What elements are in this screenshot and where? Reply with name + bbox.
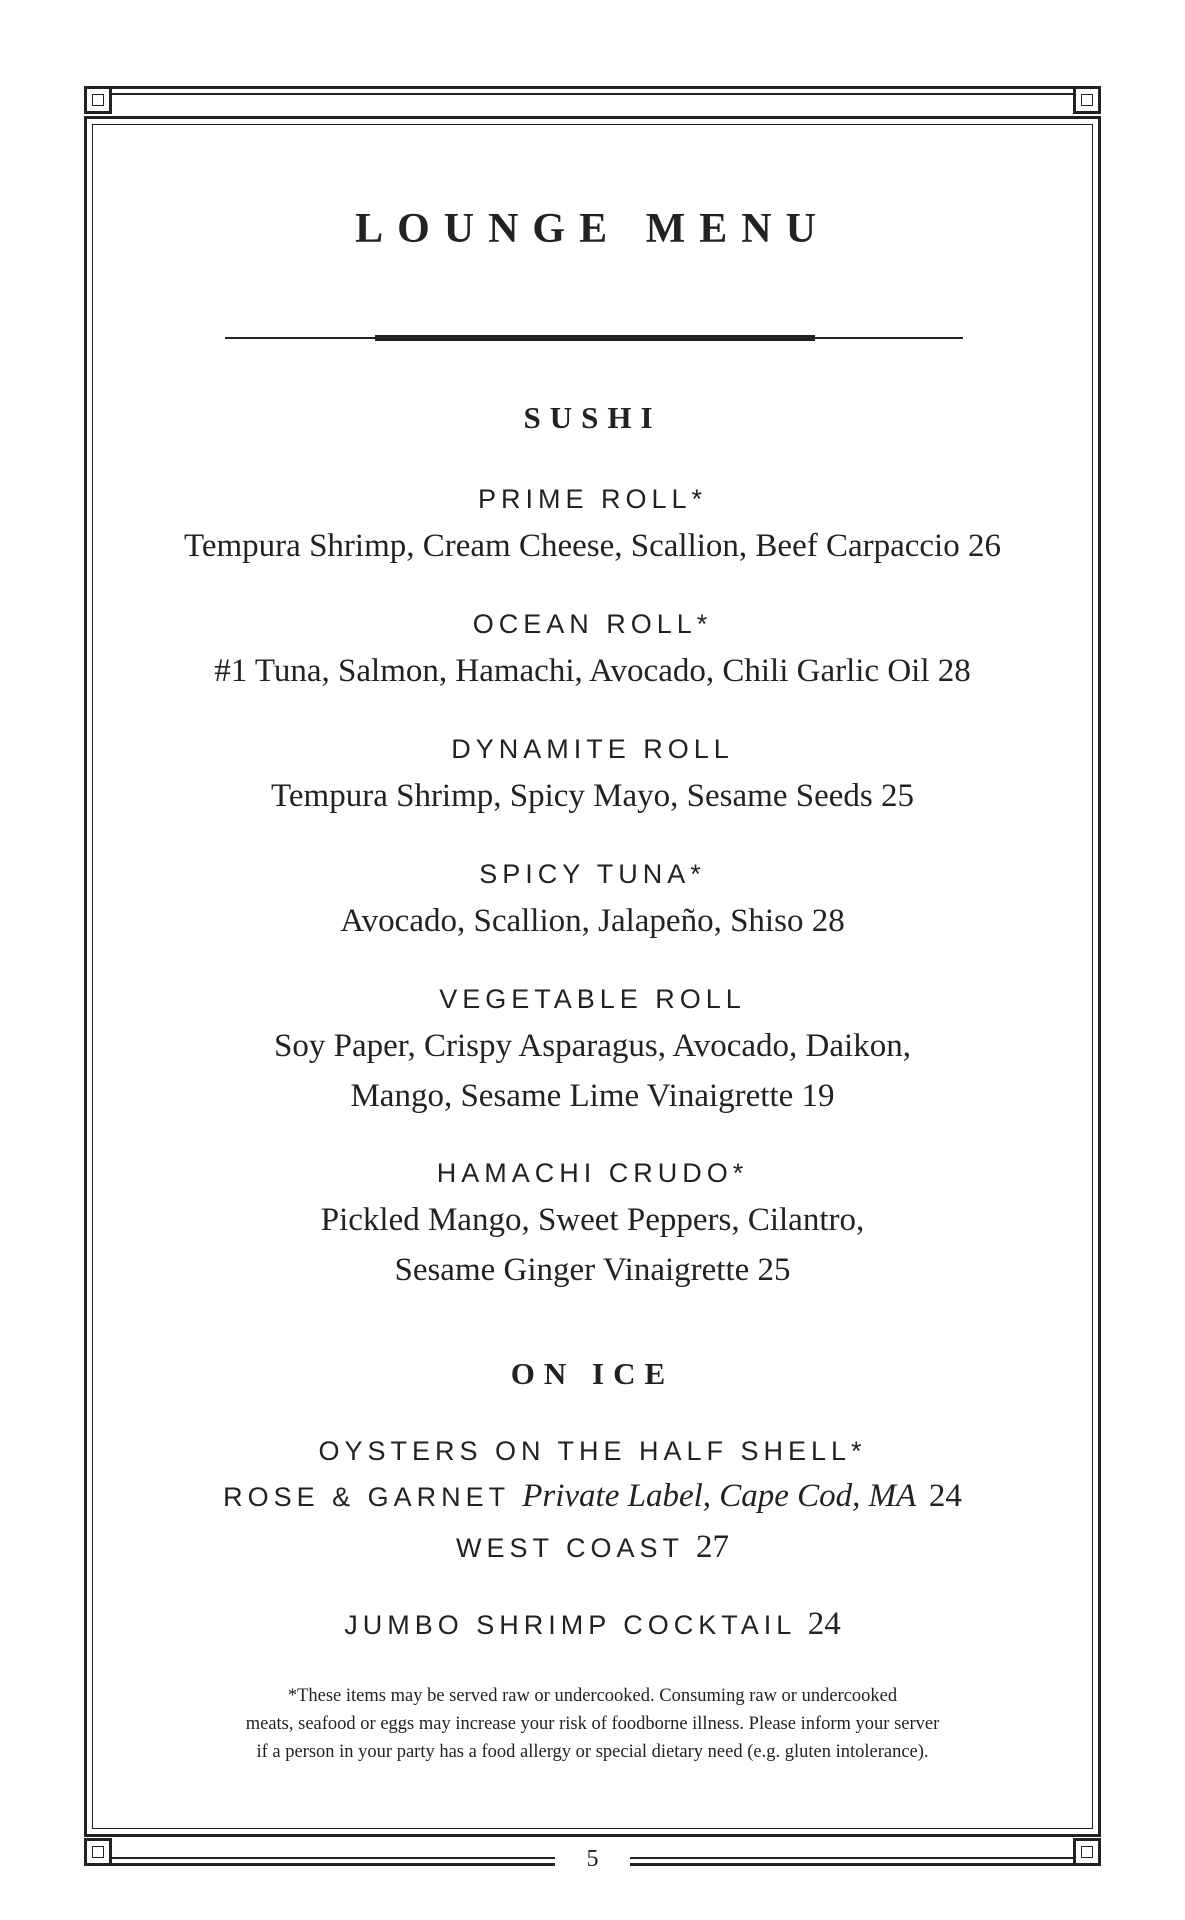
description-line: Soy Paper, Crispy Asparagus, Avocado, Daikon, <box>274 1028 911 1064</box>
border-top-rule <box>112 86 1073 89</box>
menu-item-name: VEGETABLE ROLL <box>439 984 746 1014</box>
section-heading-sushi: SUSHI <box>523 400 662 435</box>
oyster-west-coast <box>130 1529 1055 1566</box>
menu-title: LOUNGE MENU <box>355 206 830 252</box>
corner-ornament-top-left <box>84 86 112 114</box>
corner-ornament-top-right <box>1073 86 1101 114</box>
shrimp-price: 24 <box>807 1606 841 1642</box>
oyster-name: WEST COAST <box>455 1533 684 1563</box>
oyster-name: ROSE & GARNET <box>223 1482 510 1512</box>
menu-item-name: PRIME ROLL* <box>477 484 708 514</box>
menu-item-name: HAMACHI CRUDO* <box>436 1158 749 1188</box>
corner-ornament-bottom-left <box>84 1838 112 1866</box>
menu-item-description <box>130 896 1055 946</box>
menu-item-description <box>130 1021 1055 1121</box>
description-line: Sesame Ginger Vinaigrette 25 <box>394 1252 791 1288</box>
section-heading-on-ice: ON ICE <box>510 1356 675 1391</box>
description-line: Tempura Shrimp, Spicy Mayo, Sesame Seeds 25 <box>271 778 914 814</box>
oyster-price: 24 <box>928 1478 962 1514</box>
shrimp-name: JUMBO SHRIMP COCKTAIL <box>344 1610 796 1640</box>
description-line: #1 Tuna, Salmon, Hamachi, Avocado, Chili Garlic Oil 28 <box>214 653 971 689</box>
menu-item-description <box>130 771 1055 821</box>
disclaimer-line: if a person in your party has a food allergy or special dietary need (e.g. gluten intolerance). <box>256 1742 929 1762</box>
title-divider-thick <box>375 335 815 341</box>
menu-item-name: SPICY TUNA* <box>479 859 706 889</box>
corner-ornament-bottom-right <box>1073 1838 1101 1866</box>
page-number: 5 <box>586 1846 599 1872</box>
menu-item-description <box>130 1195 1055 1295</box>
description-line: Mango, Sesame Lime Vinaigrette 19 <box>350 1078 835 1114</box>
description-line: Pickled Mango, Sweet Peppers, Cilantro, <box>320 1202 865 1238</box>
oyster-rose-garnet <box>130 1478 1055 1515</box>
description-line: Avocado, Scallion, Jalapeño, Shiso 28 <box>340 903 845 939</box>
oysters-title: OYSTERS ON THE HALF SHELL* <box>318 1436 867 1466</box>
menu-border-inner <box>92 124 1093 1829</box>
raw-food-disclaimer <box>190 1682 995 1766</box>
border-top-rule-inner <box>112 93 1073 95</box>
oyster-source: Private Label, Cape Cod, MA <box>522 1478 917 1514</box>
shrimp-cocktail <box>130 1606 1055 1643</box>
menu-item-name: OCEAN ROLL* <box>472 609 713 639</box>
oyster-price: 27 <box>696 1529 730 1565</box>
menu-item-description <box>130 646 1055 696</box>
menu-item-description <box>130 521 1055 571</box>
description-line: Tempura Shrimp, Cream Cheese, Scallion, Beef Carpaccio 26 <box>184 528 1001 564</box>
disclaimer-line: *These items may be served raw or undercooked. Consuming raw or undercooked <box>287 1686 898 1706</box>
disclaimer-line: meats, seafood or eggs may increase your risk of foodborne illness. Please inform your server <box>245 1714 940 1734</box>
menu-item-name: DYNAMITE ROLL <box>451 734 734 764</box>
